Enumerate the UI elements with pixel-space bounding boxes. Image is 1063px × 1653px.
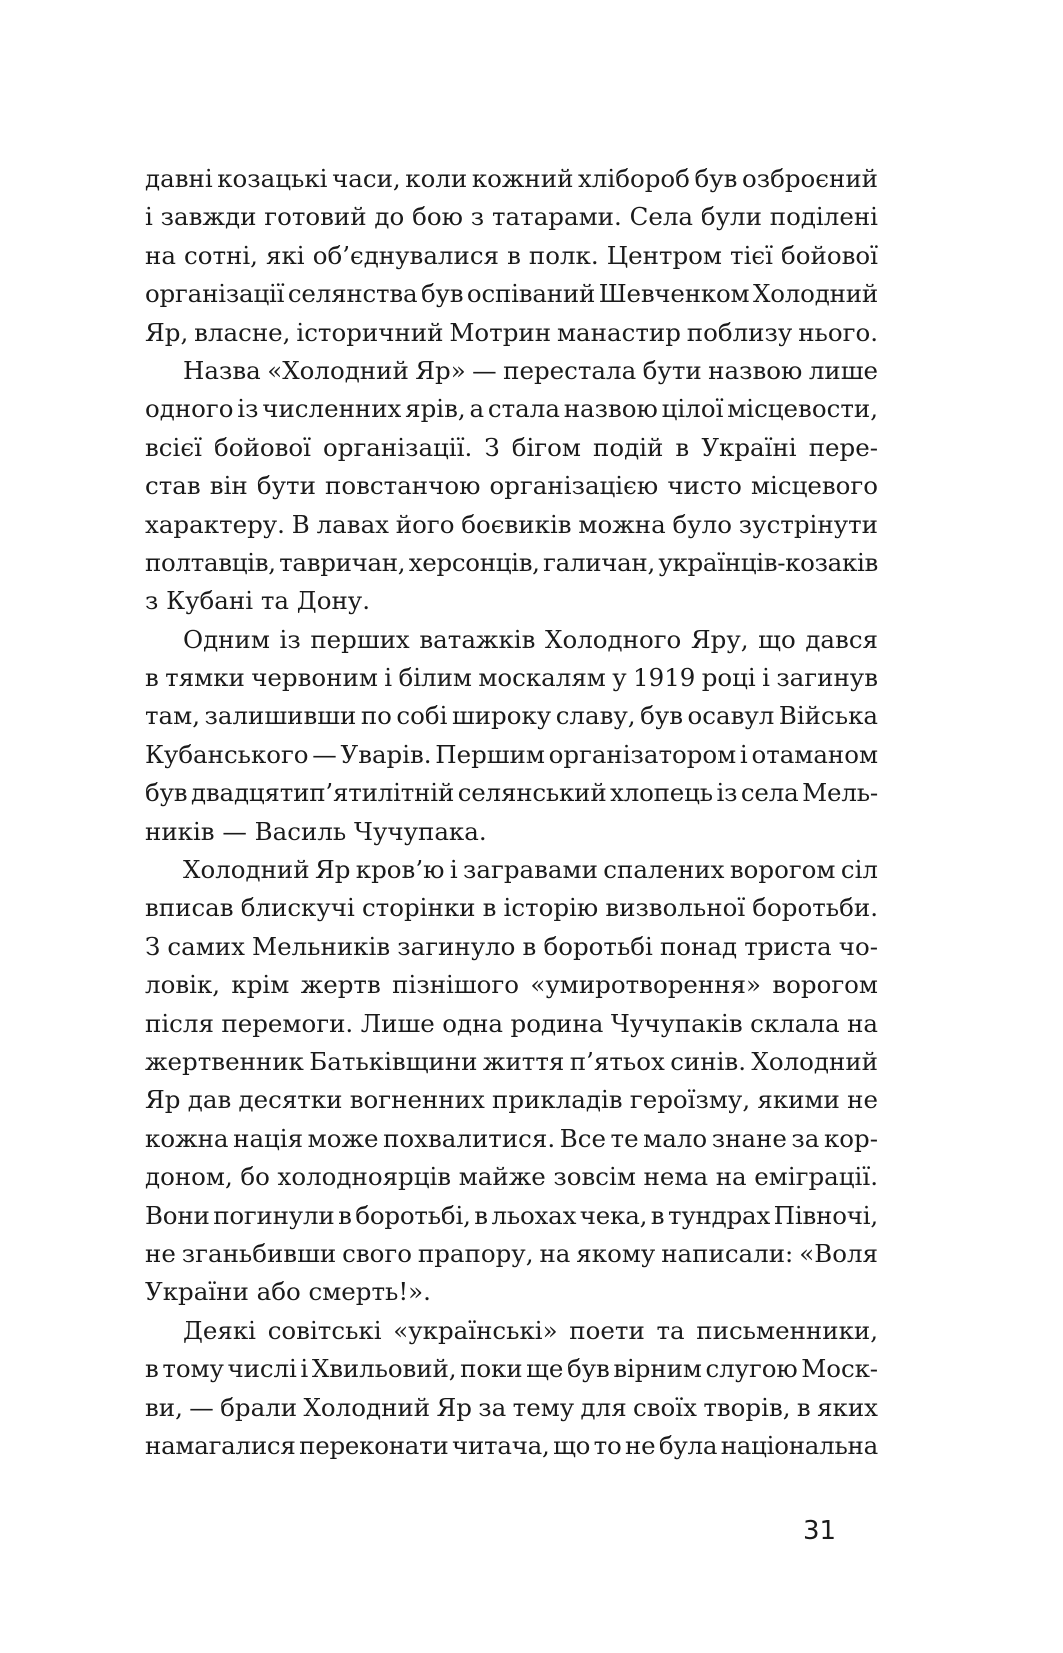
text-line: давні козацькі часи, коли кожний хлібороб був озброєний [145,164,878,193]
text-line: Яр, власне, історичний Мотрин манастир поблизу нього. [145,317,878,347]
text-line: жертвенник Батьківщини життя п’ятьох синів. Холодний [145,1046,878,1076]
text-line: ників — Василь Чучупака. [145,816,487,846]
text-line: після перемоги. Лише одна родина Чучупаків склала на [145,1008,878,1038]
text-line: одного із численних ярів, а стала назвою цілої місцевости, [145,394,878,424]
text-line: організації селянства був оспіваний Шевченком Холодний [145,279,878,309]
text-line: З самих Мельників загинуло в боротьбі понад триста чо- [145,931,878,961]
text-line: Деякі совітські «українські» поети та письменники, [183,1315,878,1345]
text-line: вписав блискучі сторінки в історію визвольної боротьби. [145,893,878,923]
body-text [145,160,878,1465]
text-line: ловік, крім жертв пізнішого «умиротворення» ворогом [145,970,878,1000]
text-line: Холодний Яр кров’ю і загравами спалених ворогом сіл [183,855,878,885]
text-line: Вони погинули в боротьбі, в льохах чека, в тундрах Півночі, [145,1200,878,1230]
text-line: Назва «Холодний Яр» — перестала бути назвою лише [183,355,878,385]
text-line: там, залишивши по собі широку славу, був осавул Війська [145,701,878,731]
text-line: в тому числі і Хвильовий, поки ще був вірним слугою Моск- [145,1354,878,1384]
text-line: доном, бо холодноярців майже зовсім нема на еміграції. [145,1162,878,1192]
text-line: полтавців, тавричан, херсонців, галичан, українців-козаків [145,547,878,577]
text-line: і завжди готовий до бою з татарами. Села були поділені [145,202,878,232]
text-line: в тямки червоним і білим москалям у 1919 році і загинув [145,663,878,693]
text-line: України або смерть!». [145,1277,431,1307]
text-line: намагалися переконати читача, що то не була національна [145,1430,878,1460]
text-line: став він бути повстанчою організацією чисто місцевого [145,471,878,501]
text-line: був двадцятип’ятилітній селянський хлопець із села Мель- [145,778,878,808]
text-line: всієї бойової організації. З бігом подій в Україні пере- [145,432,878,462]
text-line: на сотні, які об’єднувалися в полк. Центром тієї бойової [145,240,878,270]
text-line: Яр дав десятки вогненних прикладів героїзму, якими не [145,1085,878,1115]
text-line: не зганьбивши свого прапору, на якому написали: «Воля [145,1238,878,1268]
text-line: з Кубані та Дону. [145,586,370,616]
text-line: характеру. В лавах його боєвиків можна було зустрінути [145,509,878,539]
text-line: Одним із перших ватажків Холодного Яру, що дався [183,624,878,654]
page-number: 31 [803,1516,837,1546]
text-line: ви, — брали Холодний Яр за тему для своїх творів, в яких [145,1392,878,1422]
text-line: кожна нація може похвалитися. Все те мало знане за кор- [145,1123,878,1153]
text-line: Кубанського — Уварів. Першим організатором і отаманом [145,739,878,769]
